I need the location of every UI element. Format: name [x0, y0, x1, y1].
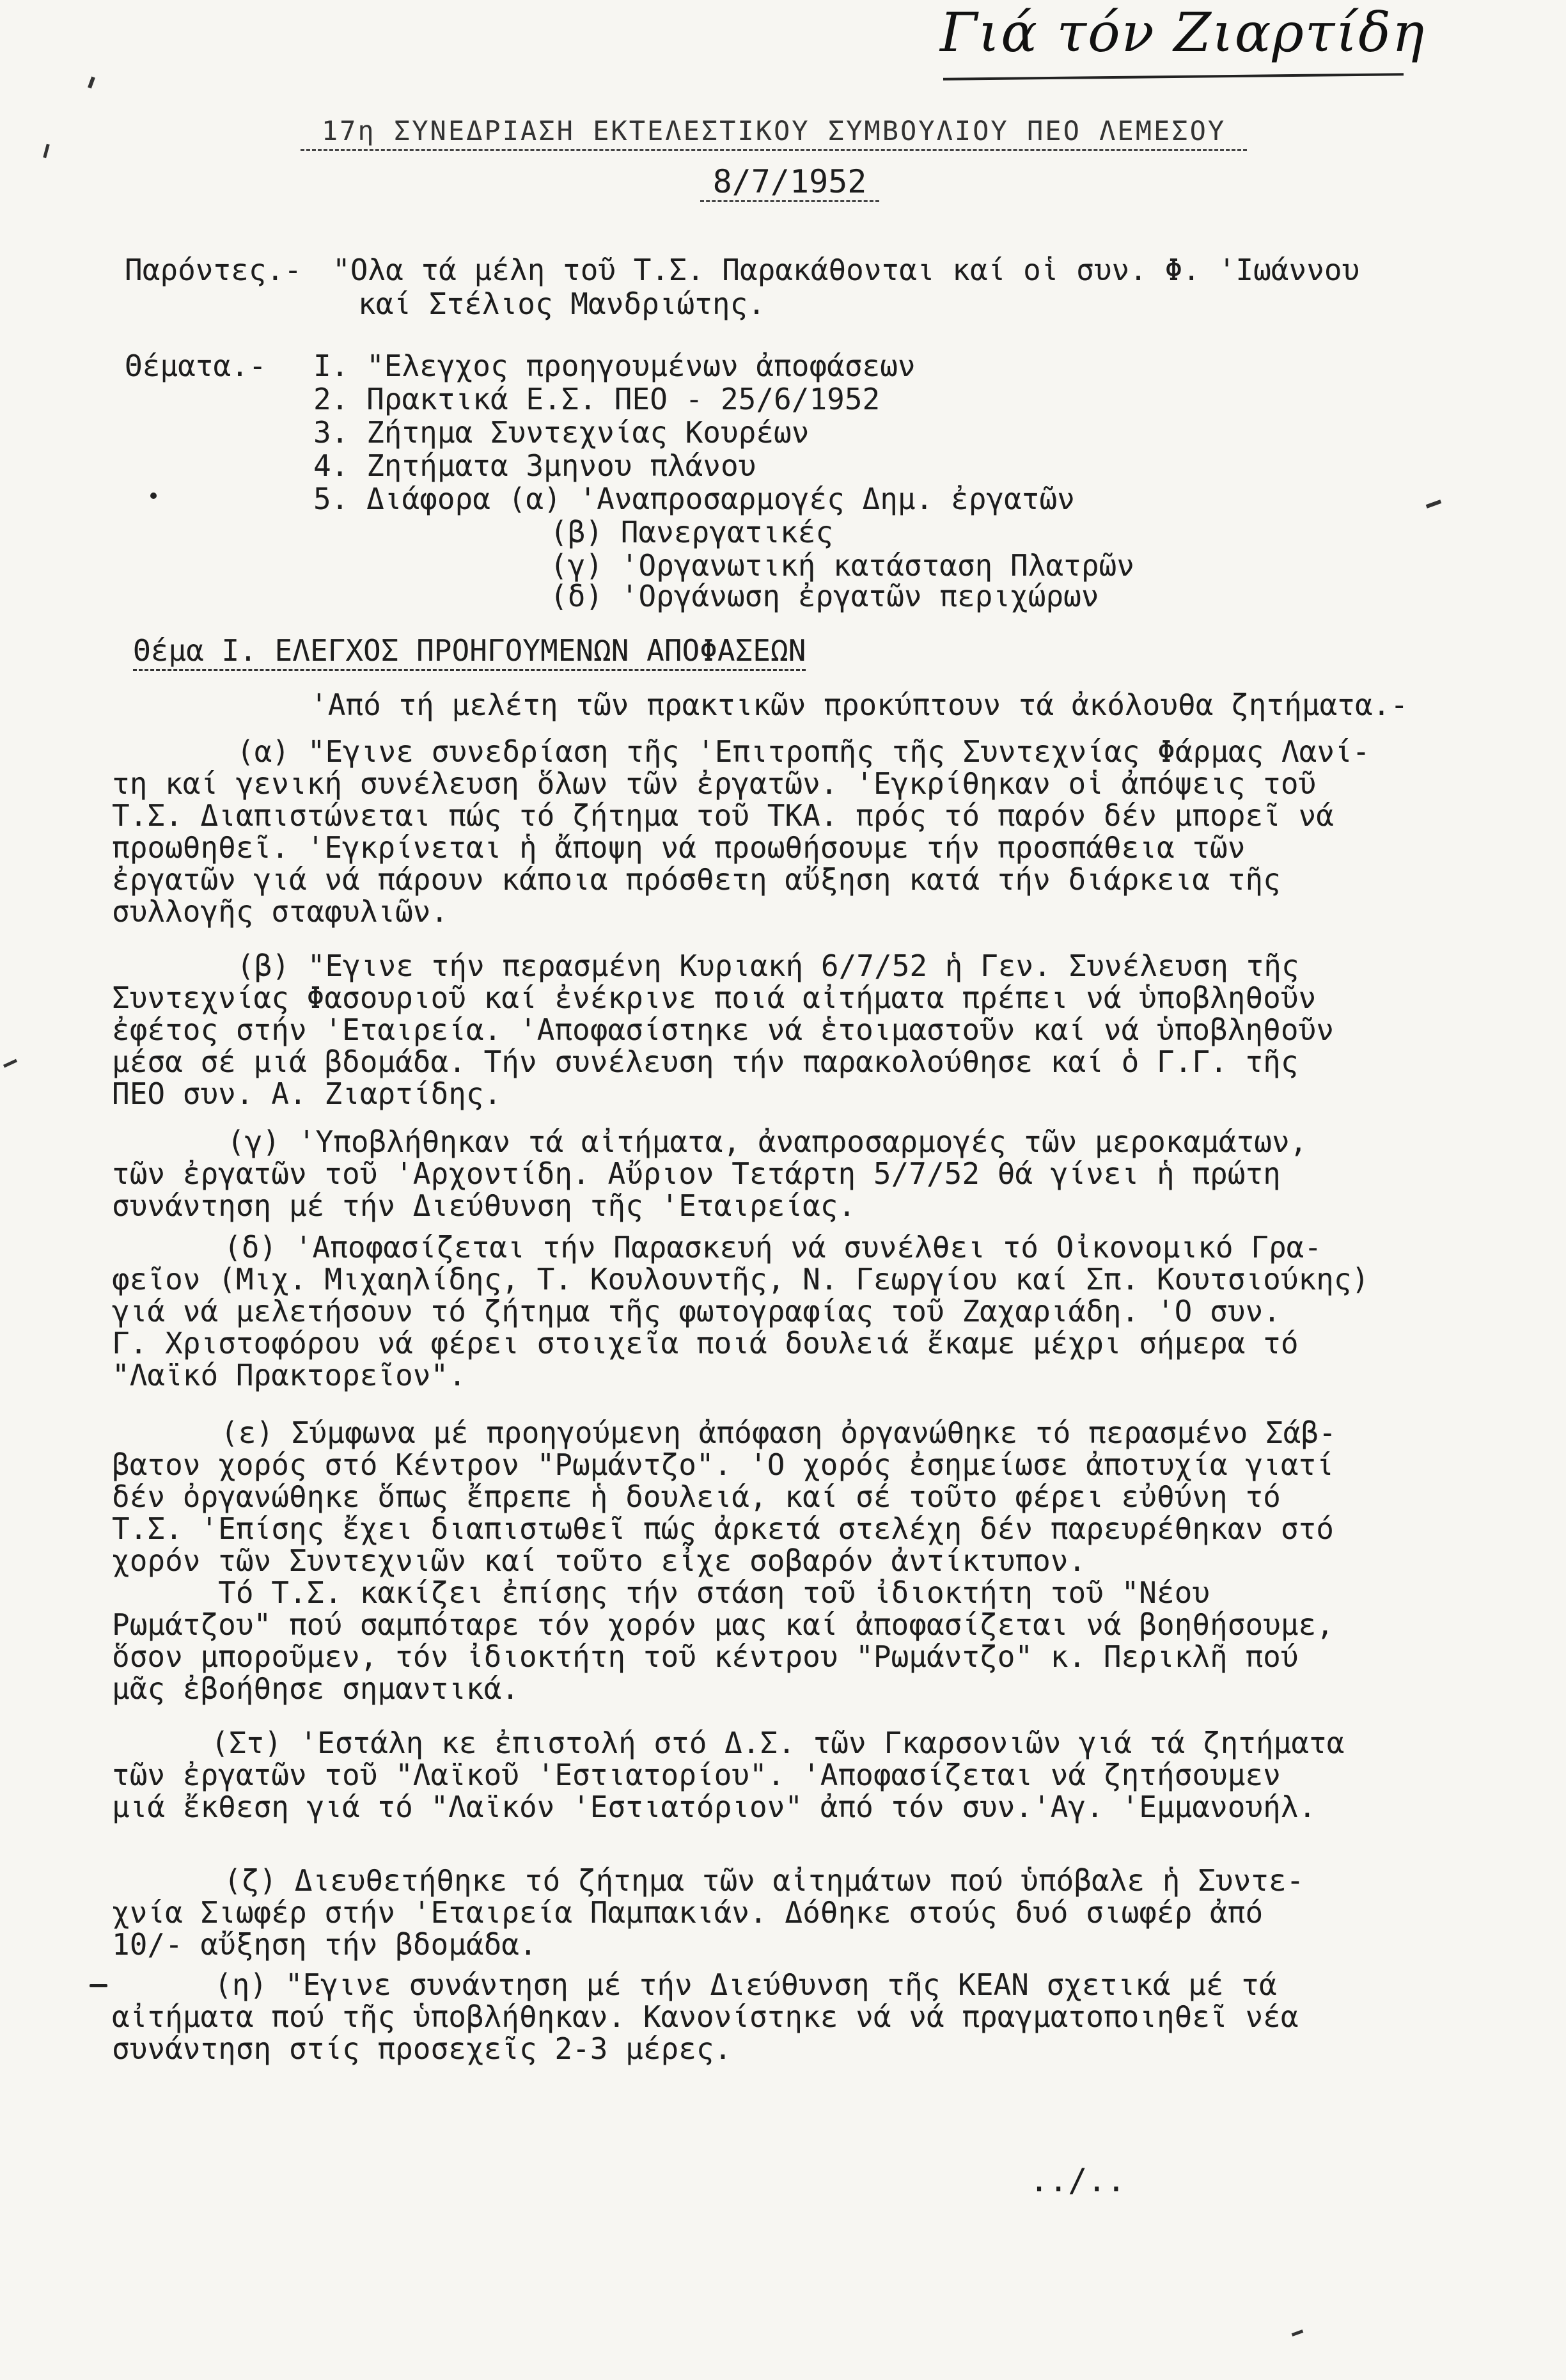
scan-speck [3, 1059, 17, 1068]
paragraph-e [112, 1417, 1487, 1705]
paragraph-line: (η) "Εγινε συνάντηση μέ τήν Διεύθυνση τῆς ΚΕΑΝ σχετικά μέ τά [214, 1967, 1277, 2002]
paragraph-line: μέσα σέ μιά βδομάδα. Τήν συνέλευση τήν παρακολούθησε καί ὁ Γ.Γ. τῆς [112, 1044, 1299, 1079]
topic-subitem: (β) Πανεργατικές [550, 515, 834, 549]
document-title: 17η ΣΥΝΕΔΡΙΑΣΗ ΕΚΤΕΛΕΣΤΙΚΟΥ ΣΥΜΒΟΥΛΙΟΥ ΠΕΟ ΛΕΜΕΣΟΥ [301, 115, 1247, 151]
paragraph-line: χορόν τῶν Συντεχνιῶν καί τοῦτο εἶχε σοβαρόν ἀντίκτυπον. [112, 1543, 1086, 1578]
paragraph-line: προωθηθεῖ. 'Εγκρίνεται ἡ ἄποψη νά προωθήσουμε τήν προσπάθεια τῶν [112, 830, 1246, 865]
paragraph-line: Τ.Σ. 'Επίσης ἔχει διαπιστωθεῖ πώς ἀρκετά στελέχη δέν παρευρέθηκαν στό [112, 1511, 1334, 1546]
topic-subitem: (γ) 'Οργανωτική κατάσταση Πλατρῶν [550, 548, 1134, 583]
paragraph-line: μᾶς ἐβοήθησε σημαντικά. [112, 1671, 519, 1706]
topic-subitem: (δ) 'Οργάνωση ἐργατῶν περιχώρων [550, 579, 1099, 613]
topic-item: Ι. "Ελεγχος προηγουμένων ἀποφάσεων [313, 349, 916, 383]
section-intro: 'Από τή μελέτη τῶν πρακτικῶν προκύπτουν τά ἀκόλουθα ζητήματα.- [310, 688, 1409, 722]
paragraph-st [112, 1727, 1487, 1823]
topic-item: 5. Διάφορα (α) 'Αναπροσαρμογές Δημ. ἐργατῶν [313, 482, 1075, 516]
paragraph-line: ΠΕΟ συν. Α. Ζιαρτίδης. [112, 1076, 502, 1111]
paragraph-c [112, 1126, 1487, 1222]
paragraph-line: (Στ) 'Εστάλη κε ἐπιστολή στό Δ.Σ. τῶν Γκαρσονιῶν γιά τά ζητήματα [211, 1726, 1345, 1760]
paragraph-line: 10/- αὔξηση τήν βδομάδα. [112, 1927, 537, 1962]
paragraph-line: (ε) Σύμφωνα μέ προηγούμενη ἀπόφαση ὀργανώθηκε τό περασμένο Σάβ- [221, 1415, 1336, 1450]
present-line: "Ολα τά μέλη τοῦ Τ.Σ. Παρακάθονται καί οἱ συν. Φ. 'Ιωάννου [333, 253, 1360, 287]
scan-speck [43, 144, 50, 159]
section-heading: Θέμα Ι. ΕΛΕΓΧΟΣ ΠΡΟΗΓΟΥΜΕΝΩΝ ΑΠΟΦΑΣΕΩΝ [133, 633, 806, 671]
paragraph-line: ὅσον μποροῦμεν, τόν ἰδιοκτήτη τοῦ κέντρου "Ρωμάντζο" κ. Περικλῆ πού [112, 1639, 1299, 1674]
paragraph-line: τῶν ἐργατῶν τοῦ "Λαϊκοῦ 'Εστιατορίου". 'Αποφασίζεται νά ζητήσουμεν [112, 1758, 1281, 1792]
paragraph-line: χνία Σιωφέρ στήν 'Εταιρεία Παμπακιάν. Δόθηκε στούς δυό σιωφέρ ἀπό [112, 1895, 1264, 1930]
paragraph-line: δέν ὀργανώθηκε ὅπως ἔπρεπε ἡ δουλειά, καί σέ τοῦτο φέρει εὐθύνη τό [112, 1479, 1281, 1514]
topics-label: Θέματα.- [125, 349, 267, 383]
present-label: Παρόντες.- [125, 253, 302, 287]
topic-item: 2. Πρακτικά Ε.Σ. ΠΕΟ - 25/6/1952 [313, 382, 881, 416]
paragraph-line: Ρωμάτζου" πού σαμπόταρε τόν χορόν μας καί ἀποφασίζεται νά βοηθήσουμε, [112, 1607, 1334, 1642]
scan-speck [1426, 500, 1442, 508]
paragraph-line: συλλογῆς σταφυλιῶν. [112, 894, 449, 929]
scan-dot [90, 1984, 107, 1987]
paragraph-line: (δ) 'Αποφασίζεται τήν Παρασκευή νά συνέλθει τό Οἰκονομικό Γρα- [224, 1230, 1322, 1265]
paragraph-z [112, 1864, 1487, 1960]
paragraph-h [112, 1969, 1487, 2065]
continuation-mark: ../.. [1030, 2162, 1126, 2199]
paragraph-line: (β) "Εγινε τήν περασμένη Κυριακή 6/7/52 ἡ Γεν. Συνέλευση τῆς [237, 949, 1299, 983]
paragraph-line: Συντεχνίας Φασουριοῦ καί ἐνέκρινε ποιά αἰτήματα πρέπει νά ὑποβληθοῦν [112, 981, 1317, 1015]
paragraph-a [112, 736, 1487, 927]
paragraph-line: Γ. Χριστοφόρου νά φέρει στοιχεῖα ποιά δουλειά ἔκαμε μέχρι σήμερα τό [112, 1326, 1299, 1360]
paragraph-line: μιά ἔκθεση γιά τό "Λαϊκόν 'Εστιατόριον" ἀπό τόν συν.'Αγ. 'Εμμανουήλ. [112, 1790, 1317, 1824]
paragraph-line: τη καί γενική συνέλευση ὅλων τῶν ἐργατῶν. 'Εγκρίθηκαν οἱ ἀπόψεις τοῦ [112, 766, 1317, 801]
paragraph-line: "Λαϊκό Πρακτορεῖον". [112, 1358, 466, 1392]
scan-speck [1292, 2329, 1304, 2337]
handwritten-note: Γιά τόν Ζιαρτίδη [940, 1, 1426, 64]
paragraph-line: βατον χορός στό Κέντρον "Ρωμάντζο". 'Ο χορός ἐσημείωσε ἀποτυχία γιατί [112, 1447, 1334, 1482]
paragraph-line: (ζ) Διευθετήθηκε τό ζήτημα τῶν αἰτημάτων πού ὑπόβαλε ἡ Συντε- [224, 1863, 1304, 1898]
paragraph-b [112, 950, 1487, 1110]
paragraph-line: (α) "Εγινε συνεδρίαση τῆς 'Επιτροπῆς τῆς Συντεχνίας Φάρμας Λανί- [237, 734, 1370, 769]
paragraph-line: Τ.Σ. Διαπιστώνεται πώς τό ζήτημα τοῦ ΤΚΑ. πρός τό παρόν δέν μπορεῖ νά [112, 798, 1334, 833]
paragraph-line: τῶν ἐργατῶν τοῦ 'Αρχοντίδη. Αὔριον Τετάρτη 5/7/52 θά γίνει ἡ πρώτη [112, 1156, 1281, 1191]
scan-speck [88, 77, 95, 89]
paragraph-d [112, 1231, 1487, 1391]
paragraph-line: ἐφέτος στήν 'Εταιρεία. 'Αποφασίστηκε νά ἑτοιμαστοῦν καί νά ὑποβληθοῦν [112, 1013, 1334, 1047]
topic-item: 3. Ζήτημα Συντεχνίας Κουρέων [313, 415, 810, 450]
paragraph-line: φεῖον (Μιχ. Μιχαηλίδης, Τ. Κουλουντῆς, Ν. Γεωργίου καί Σπ. Κουτσιούκης) [112, 1262, 1370, 1296]
paragraph-line: (γ) 'Υποβλήθηκαν τά αἰτήματα, ἀναπροσαρμογές τῶν μεροκαμάτων, [227, 1124, 1308, 1159]
paragraph-line: ἐργατῶν γιά νά πάρουν κάποια πρόσθετη αὔξηση κατά τήν διάρκεια τῆς [112, 862, 1281, 897]
paragraph-line: συνάντηση μέ τήν Διεύθυνση τῆς 'Εταιρείας. [112, 1188, 856, 1223]
paragraph-line: αἰτήματα πού τῆς ὑποβλήθηκαν. Κανονίστηκε νά νά πραγματοποιηθεῖ νέα [112, 1999, 1299, 2034]
handwritten-underline [943, 73, 1404, 81]
paragraph-line: συνάντηση στίς προσεχεῖς 2-3 μέρες. [112, 2031, 732, 2066]
present-line: καί Στέλιος Μανδριώτης. [358, 287, 765, 321]
paragraph-line: Τό Τ.Σ. κακίζει ἐπίσης τήν στάση τοῦ ἰδιοκτήτη τοῦ "Νέου [112, 1575, 1210, 1610]
paragraph-line: γιά νά μελετήσουν τό ζήτημα τῆς φωτογραφίας τοῦ Ζαχαριάδη. 'Ο συν. [112, 1294, 1281, 1328]
topic-item: 4. Ζητήματα 3μηνου πλάνου [313, 448, 756, 483]
scan-dot [150, 493, 157, 499]
document-date: 8/7/1952 [700, 163, 879, 202]
